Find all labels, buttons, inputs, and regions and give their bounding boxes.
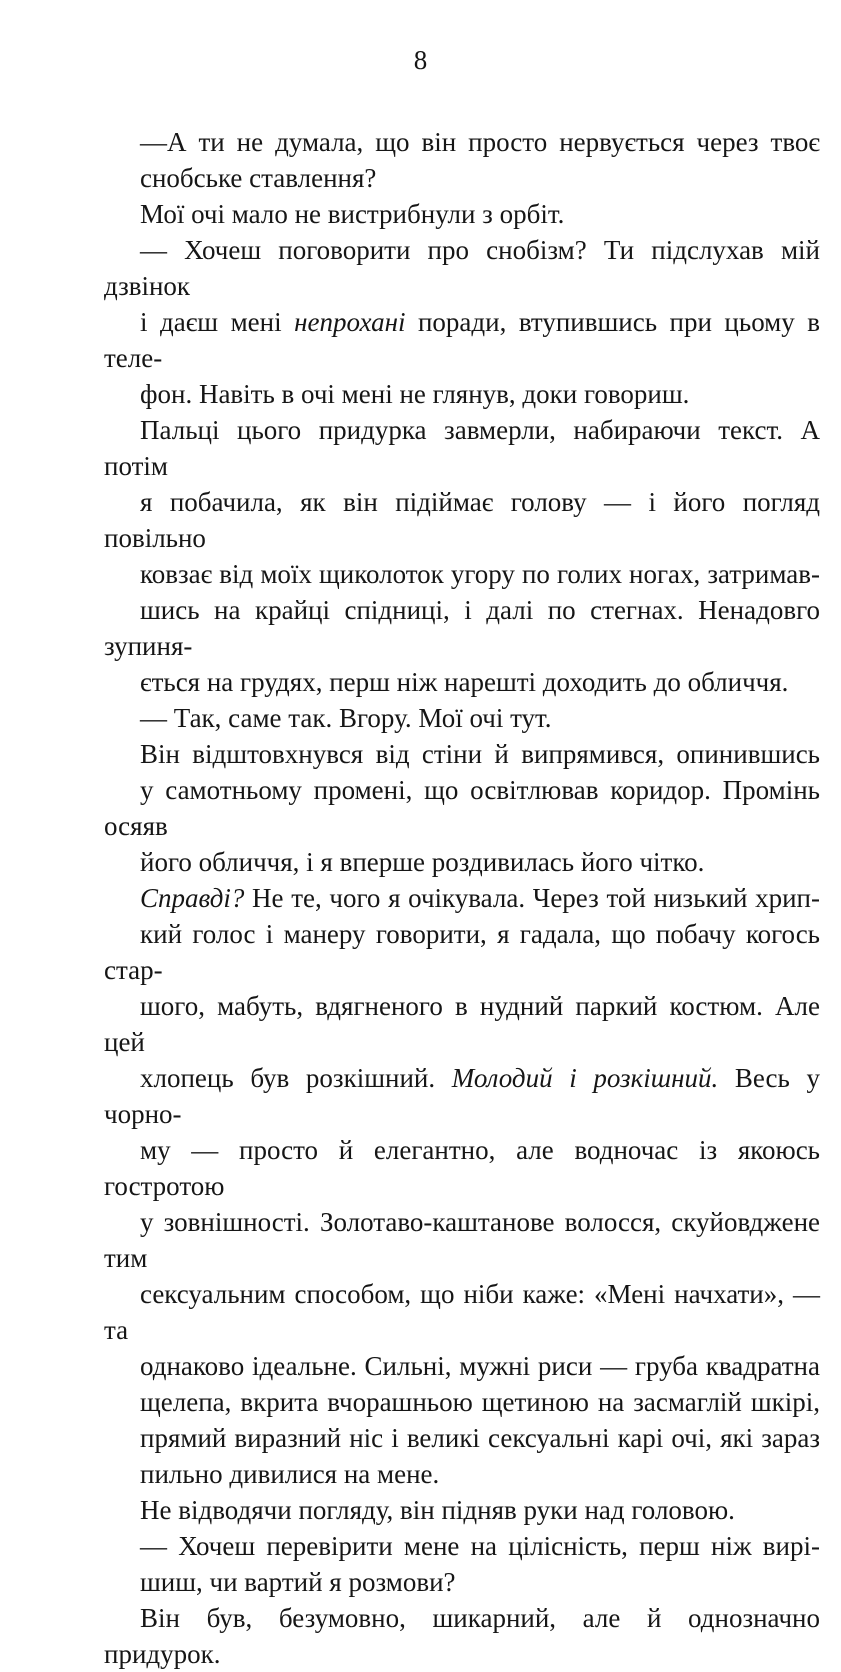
text-line [104, 484, 820, 556]
text-run: Пальці цього придурка завмерли, набираючи текст. А потім [104, 415, 820, 481]
paragraph [104, 1600, 820, 1672]
text-run: шиш, чи вартий я розмови? [140, 1567, 456, 1597]
paragraph [104, 196, 820, 232]
text-run: сексуальним способом, що ніби каже: «Мені начхати», — та [104, 1279, 820, 1345]
paragraph [104, 700, 820, 736]
text-run: — Хочеш поговорити про снобізм? Ти підслухав мій дзвінок [104, 235, 820, 301]
text-run: му — просто й елегантно, але водночас із якоюсь гостротою [104, 1135, 820, 1201]
text-line [104, 880, 820, 916]
text-line [104, 772, 820, 844]
paragraph [104, 412, 820, 700]
text-run: Він був, безумовно, шикарний, але й однозначно придурок. [104, 1603, 820, 1669]
italic-text: Справді? [140, 883, 245, 913]
paragraph [104, 232, 820, 412]
text-line [104, 1384, 820, 1420]
page-number: 8 [413, 45, 428, 75]
text-run: Не те, чого я очікувала. Через той низький хрип- [244, 883, 820, 913]
paragraph [104, 124, 820, 196]
text-line [104, 376, 820, 412]
text-line [104, 304, 820, 376]
text-run: — Так, саме так. Вгору. Мої очі тут. [140, 703, 552, 733]
text-run: я побачила, як він підіймає голову — і його погляд повільно [104, 487, 820, 553]
text-line [104, 1420, 820, 1456]
text-line [104, 1564, 820, 1600]
text-line [104, 592, 820, 664]
text-line [104, 988, 820, 1060]
text-run: хлопець був розкішний. [140, 1063, 452, 1093]
text-line [104, 844, 820, 880]
italic-text: непрохані [294, 307, 406, 337]
text-line [104, 232, 820, 304]
text-line [104, 664, 820, 700]
text-run: ється на грудях, перш ніж нарешті доходить до обличчя. [140, 667, 789, 697]
text-line [104, 1204, 820, 1276]
text-line [104, 196, 820, 232]
text-run: поради, втупившись при цьому в теле- [104, 307, 820, 373]
text-line [104, 556, 820, 592]
text-line [104, 736, 820, 772]
text-run: ковзає від моїх щиколоток угору по голих ногах, затримав- [140, 559, 820, 589]
paragraph [104, 1492, 820, 1528]
text-line [104, 1600, 820, 1672]
paragraph [104, 1528, 820, 1600]
text-run: щелепа, вкрита вчорашньою щетиною на засмаглій шкірі, [140, 1387, 820, 1417]
text-run: снобське ставлення? [140, 163, 377, 193]
text-line [104, 412, 820, 484]
text-run: фон. Навіть в очі мені не глянув, доки говориш. [140, 379, 690, 409]
italic-text: Молодий і розкішний. [451, 1063, 719, 1093]
text-line [104, 1276, 820, 1348]
text-line [104, 916, 820, 988]
text-line [104, 1348, 820, 1384]
paragraph [104, 880, 820, 1492]
text-run: пильно дивилися на мене. [140, 1459, 440, 1489]
text-line [104, 160, 820, 196]
text-run: Мої очі мало не вистрибнули з орбіт. [140, 199, 565, 229]
body-text [104, 124, 820, 1672]
text-run: кий голос і манеру говорити, я гадала, що побачу когось стар- [104, 919, 820, 985]
text-line [104, 1492, 820, 1528]
text-line [104, 1456, 820, 1492]
text-run: Не відводячи погляду, він підняв руки над головою. [140, 1495, 735, 1525]
text-line [104, 1060, 820, 1132]
text-run: — Хочеш перевірити мене на цілісність, перш ніж вирі- [140, 1531, 820, 1561]
text-line [104, 1132, 820, 1204]
text-run: у зовнішності. Золотаво-каштанове волосся, скуйовджене тим [104, 1207, 820, 1273]
text-run: прямий виразний ніс і великі сексуальні карі очі, які зараз [140, 1423, 820, 1453]
text-run: шого, мабуть, вдягненого в нудний паркий костюм. Але цей [104, 991, 820, 1057]
text-run: Весь у чорно- [104, 1063, 820, 1129]
text-run: шись на крайці спідниці, і далі по стегнах. Ненадовго зупиня- [104, 595, 820, 661]
text-line [104, 700, 820, 736]
text-run: —А ти не думала, що він просто нервується через твоє [140, 127, 820, 157]
text-line [104, 124, 820, 160]
text-line [104, 1528, 820, 1564]
text-run: однаково ідеальне. Сильні, мужні риси — груба квадратна [140, 1351, 820, 1381]
text-run: у самотньому промені, що освітлював коридор. Промінь осяяв [104, 775, 820, 841]
paragraph [104, 736, 820, 880]
text-run: його обличчя, і я вперше роздивилась його чітко. [140, 847, 705, 877]
text-run: і даєш мені [140, 307, 295, 337]
text-run: Він відштовхнувся від стіни й випрямився, опинившись [140, 739, 820, 769]
